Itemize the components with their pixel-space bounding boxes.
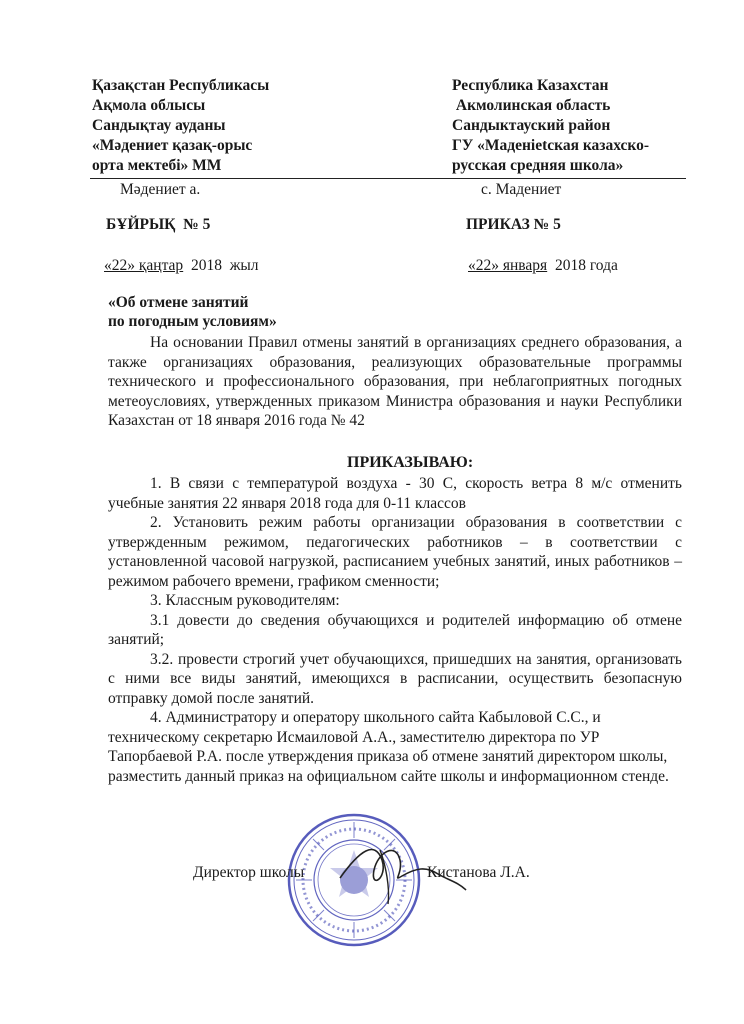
order-item: 3.2. провести строгий учет обучающихся, пришедших на занятия, организовать с ними все виды занятий, имеющихся в расписании, осуществить безопасную отправку домой после занятий. [108, 650, 682, 707]
order-item: 4. Администратору и оператору школьного сайта Кабыловой С.С., и техническому секретарю Исмаиловой А.А., заместителю директора по УР Тапорбаевой Р.А. после утверждения приказа об отмене занятий директором школы, разместить данный приказ на официальном сайте школы и информационном стенде. [108, 709, 669, 785]
order-preamble [108, 333, 682, 431]
order-items [108, 474, 682, 786]
header-ru-line: Республика Казахстан [452, 77, 609, 94]
signature-title: Директор школы [193, 864, 305, 881]
order-heading: ПРИКАЗЫВАЮ: [347, 454, 474, 471]
order-item: 1. В связи с температурой воздуха - 30 С, скорость ветра 8 м/с отменить учебные занятия 22 января 2018 года для 0-11 классов [108, 475, 682, 512]
header-kz-line: Ақмола облысы [92, 97, 206, 114]
header-kz-line: Қазақстан Республикасы [92, 77, 270, 94]
signature-name: Кистанова Л.А. [427, 864, 530, 881]
order-date-kz [104, 257, 259, 275]
order-item: 2. Установить режим работы организации образования в соответствии с утвержденным режимом, педагогических работников – в соответствии с установленной часовой нагрузкой, расписанием учебных занятий, иных работников – режимом рабочего времени, графиком сменности; [108, 514, 682, 590]
header-divider [90, 178, 686, 179]
order-date-kz-day: «22» қаңтар [104, 257, 184, 274]
place-ru: с. Мадениет [481, 181, 562, 198]
order-date-ru [468, 257, 618, 275]
order-item: 3. Классным руководителям: [150, 592, 340, 609]
place-kz: Мәдениет а. [120, 181, 201, 198]
header-kz-line: Сандықтау ауданы [92, 117, 226, 134]
order-title-kz: БҰЙРЫҚ № 5 [106, 216, 211, 233]
order-date-ru-year: 2018 года [547, 257, 618, 274]
order-date-kz-year: 2018 жыл [183, 257, 259, 274]
order-item: 3.1 довести до сведения обучающихся и родителей информацию об отмене занятий; [108, 611, 682, 648]
header-ru-line: русская средняя школа» [452, 157, 624, 174]
header-russian [452, 76, 649, 176]
header-kz-line: «Мәдениет қазақ-орыс [92, 137, 253, 154]
order-title-ru: ПРИКАЗ № 5 [466, 216, 561, 233]
subject-line: «Об отмене занятий [108, 294, 249, 311]
order-date-ru-day: «22» января [468, 257, 548, 274]
order-subject [108, 293, 277, 331]
header-kazakh [92, 76, 269, 176]
header-ru-line: Сандыктауский район [452, 117, 611, 134]
subject-line: по погодным условиям» [108, 313, 277, 330]
preamble-paragraph: На основании Правил отмены занятий в организациях среднего образования, а также организациях образования, реализующих образовательные программы технического и профессионального образования, при неблагоприятных погодных метеоусловиях, утвержденных приказом Министра образования и науки Республики Казахстан от 18 января 2016 года № 42 [108, 334, 682, 429]
header-kz-line: орта мектебі» ММ [92, 157, 222, 174]
header-ru-line: ГУ «Маденietская казахско- [452, 137, 650, 154]
header-ru-line: Акмолинская область [452, 97, 611, 114]
